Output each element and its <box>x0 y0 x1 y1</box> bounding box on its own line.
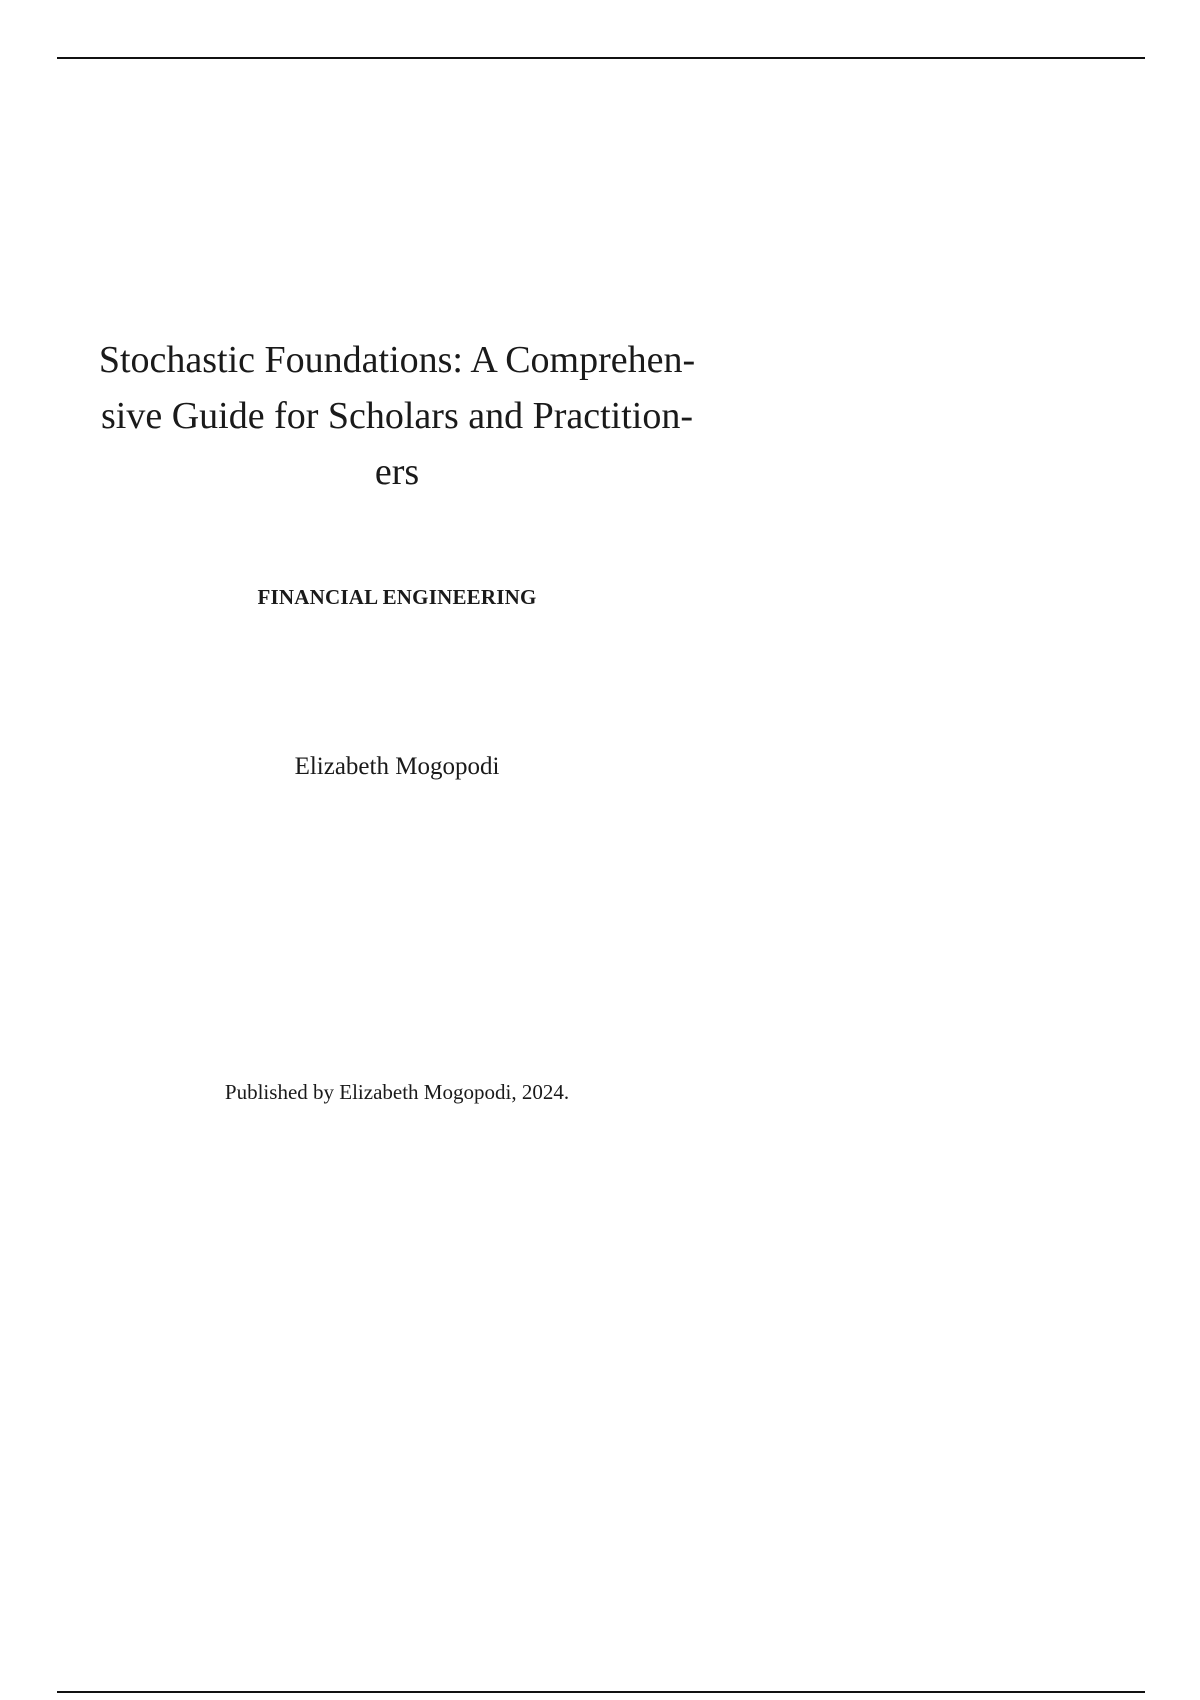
subject-heading: FINANCIAL ENGINEERING <box>257 585 537 609</box>
author-name: Elizabeth Mogopodi <box>294 753 500 780</box>
book-title <box>62 332 732 500</box>
title-line-3: ers <box>374 451 420 493</box>
top-rule <box>57 57 1145 59</box>
bottom-rule <box>57 1691 1145 1693</box>
title-line-2: sive Guide for Scholars and Practition- <box>100 395 694 437</box>
publisher-line: Published by Elizabeth Mogopodi, 2024. <box>224 1080 570 1104</box>
title-line-1: Stochastic Foundations: A Comprehen- <box>98 339 696 381</box>
